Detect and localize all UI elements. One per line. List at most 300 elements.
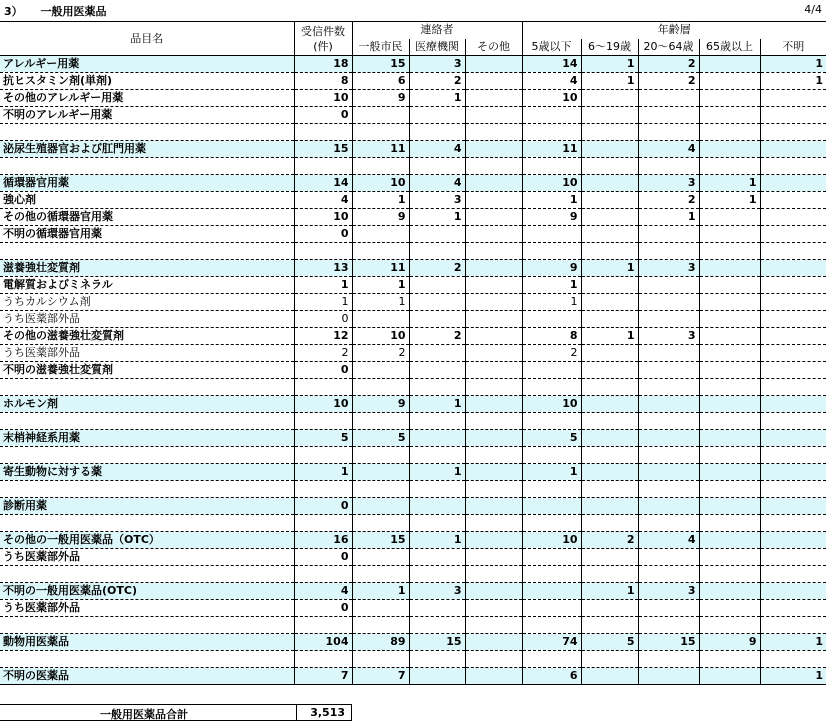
value-cell: [581, 430, 638, 447]
table-row: [0, 617, 826, 634]
table-row: [0, 379, 826, 396]
value-cell: [638, 396, 699, 413]
value-cell: [522, 226, 581, 243]
value-cell: 1: [699, 175, 760, 192]
value-cell: [409, 294, 465, 311]
value-cell: [522, 107, 581, 124]
value-cell: [465, 651, 522, 668]
value-cell: 9: [352, 90, 409, 107]
value-cell: [465, 464, 522, 481]
value-cell: 5: [352, 430, 409, 447]
value-cell: 10: [294, 396, 352, 413]
value-cell: 10: [352, 175, 409, 192]
value-cell: [581, 124, 638, 141]
value-cell: [522, 651, 581, 668]
value-cell: [465, 362, 522, 379]
value-cell: 18: [294, 56, 352, 73]
value-cell: [465, 413, 522, 430]
value-cell: 0: [294, 600, 352, 617]
value-cell: [465, 515, 522, 532]
value-cell: 1: [638, 209, 699, 226]
value-cell: 10: [522, 175, 581, 192]
value-cell: 2: [522, 345, 581, 362]
value-cell: [760, 124, 826, 141]
value-cell: 10: [522, 396, 581, 413]
row-label: [0, 515, 294, 532]
value-cell: [294, 566, 352, 583]
value-cell: 89: [352, 634, 409, 651]
value-cell: 74: [522, 634, 581, 651]
value-cell: 15: [352, 56, 409, 73]
value-cell: 5: [522, 430, 581, 447]
table-row: [0, 481, 826, 498]
table-row: [0, 668, 826, 685]
value-cell: 4: [294, 583, 352, 600]
value-cell: [581, 447, 638, 464]
value-cell: 2: [638, 73, 699, 90]
value-cell: [465, 600, 522, 617]
value-cell: 11: [522, 141, 581, 158]
table-row: [0, 447, 826, 464]
value-cell: 1: [409, 532, 465, 549]
value-cell: [409, 447, 465, 464]
row-label: うちカルシウム剤: [0, 294, 294, 311]
table-row: [0, 124, 826, 141]
value-cell: [699, 277, 760, 294]
value-cell: [352, 549, 409, 566]
value-cell: [699, 566, 760, 583]
value-cell: [760, 413, 826, 430]
value-cell: 13: [294, 260, 352, 277]
value-cell: 1: [760, 73, 826, 90]
value-cell: 4: [409, 175, 465, 192]
row-label: [0, 447, 294, 464]
value-cell: 10: [294, 90, 352, 107]
value-cell: [638, 668, 699, 685]
value-cell: [699, 328, 760, 345]
value-cell: [352, 413, 409, 430]
row-label: 滋養強壮変質剤: [0, 260, 294, 277]
value-cell: 2: [409, 260, 465, 277]
value-cell: [581, 481, 638, 498]
value-cell: [760, 515, 826, 532]
table-row: [0, 294, 826, 311]
row-label: [0, 481, 294, 498]
value-cell: [699, 56, 760, 73]
row-label: [0, 158, 294, 175]
value-cell: [465, 345, 522, 362]
value-cell: [581, 396, 638, 413]
value-cell: [352, 481, 409, 498]
value-cell: 3: [638, 328, 699, 345]
value-cell: 1: [294, 277, 352, 294]
value-cell: [760, 362, 826, 379]
value-cell: [294, 515, 352, 532]
value-cell: [581, 226, 638, 243]
value-cell: [638, 345, 699, 362]
value-cell: 2: [409, 73, 465, 90]
row-label: 泌尿生殖器官および肛門用薬: [0, 141, 294, 158]
value-cell: [522, 413, 581, 430]
value-cell: 10: [522, 90, 581, 107]
table-row: [0, 175, 826, 192]
value-cell: 3: [638, 583, 699, 600]
subcolumn-header: 医療機関: [409, 39, 465, 56]
table-row: [0, 226, 826, 243]
value-cell: 2: [409, 328, 465, 345]
value-cell: 3: [638, 260, 699, 277]
value-cell: [409, 124, 465, 141]
value-cell: [409, 481, 465, 498]
table-row: [0, 396, 826, 413]
value-cell: [638, 600, 699, 617]
value-cell: 11: [352, 141, 409, 158]
value-cell: [638, 243, 699, 260]
value-cell: [699, 447, 760, 464]
value-cell: [760, 379, 826, 396]
value-cell: 1: [409, 209, 465, 226]
table-row: [0, 311, 826, 328]
value-cell: [760, 277, 826, 294]
value-cell: 15: [352, 532, 409, 549]
value-cell: [581, 362, 638, 379]
value-cell: 1: [409, 90, 465, 107]
row-label: [0, 617, 294, 634]
value-cell: [638, 447, 699, 464]
value-cell: [699, 107, 760, 124]
value-cell: [465, 549, 522, 566]
value-cell: [638, 107, 699, 124]
value-cell: [638, 294, 699, 311]
value-cell: [699, 549, 760, 566]
value-cell: 4: [638, 141, 699, 158]
value-cell: 9: [352, 209, 409, 226]
value-cell: [465, 328, 522, 345]
value-cell: 1: [522, 294, 581, 311]
received-column-header: 受信件数 (件): [294, 22, 352, 56]
value-cell: [465, 396, 522, 413]
value-cell: [699, 515, 760, 532]
value-cell: [638, 566, 699, 583]
value-cell: [699, 413, 760, 430]
subcolumn-header: 20～64歳: [638, 39, 699, 56]
value-cell: [581, 379, 638, 396]
value-cell: [522, 481, 581, 498]
value-cell: 3: [409, 583, 465, 600]
value-cell: [465, 668, 522, 685]
value-cell: [522, 617, 581, 634]
subcolumn-header: 65歳以上: [699, 39, 760, 56]
value-cell: [352, 566, 409, 583]
value-cell: [760, 90, 826, 107]
value-cell: 0: [294, 226, 352, 243]
value-cell: 2: [294, 345, 352, 362]
value-cell: [522, 243, 581, 260]
value-cell: [699, 668, 760, 685]
value-cell: [352, 124, 409, 141]
value-cell: [409, 379, 465, 396]
value-cell: [465, 532, 522, 549]
value-cell: [581, 90, 638, 107]
value-cell: 12: [294, 328, 352, 345]
row-label: 寄生動物に対する薬: [0, 464, 294, 481]
value-cell: [294, 243, 352, 260]
value-cell: [760, 209, 826, 226]
value-cell: 1: [699, 192, 760, 209]
value-cell: [638, 549, 699, 566]
value-cell: [581, 311, 638, 328]
value-cell: [465, 56, 522, 73]
table-row: [0, 277, 826, 294]
value-cell: 7: [294, 668, 352, 685]
value-cell: [760, 192, 826, 209]
value-cell: [352, 226, 409, 243]
value-cell: [522, 549, 581, 566]
value-cell: [581, 175, 638, 192]
value-cell: [638, 617, 699, 634]
table-row: [0, 651, 826, 668]
value-cell: [699, 226, 760, 243]
value-cell: 9: [522, 209, 581, 226]
table-row: [0, 141, 826, 158]
value-cell: [760, 107, 826, 124]
value-cell: [465, 90, 522, 107]
value-cell: [409, 566, 465, 583]
value-cell: [699, 430, 760, 447]
value-cell: [352, 107, 409, 124]
value-cell: [638, 464, 699, 481]
value-cell: 16: [294, 532, 352, 549]
value-cell: [581, 277, 638, 294]
table-row: [0, 107, 826, 124]
value-cell: [409, 362, 465, 379]
value-cell: [352, 617, 409, 634]
table-row: [0, 260, 826, 277]
value-cell: 15: [294, 141, 352, 158]
table-row: [0, 549, 826, 566]
value-cell: 1: [294, 464, 352, 481]
value-cell: [699, 379, 760, 396]
value-cell: [760, 600, 826, 617]
value-cell: 1: [352, 277, 409, 294]
value-cell: [699, 209, 760, 226]
value-cell: [465, 158, 522, 175]
value-cell: [699, 583, 760, 600]
row-label: 不明の循環器官用薬: [0, 226, 294, 243]
value-cell: [465, 124, 522, 141]
contact-group-header: 連絡者: [352, 22, 522, 39]
value-cell: [699, 158, 760, 175]
value-cell: [409, 617, 465, 634]
table-row: [0, 600, 826, 617]
value-cell: [581, 209, 638, 226]
value-cell: [409, 226, 465, 243]
value-cell: [409, 651, 465, 668]
value-cell: 0: [294, 549, 352, 566]
item-column-header: 品目名: [0, 22, 294, 56]
value-cell: 1: [522, 464, 581, 481]
value-cell: [638, 277, 699, 294]
value-cell: 10: [352, 328, 409, 345]
value-cell: 1: [581, 328, 638, 345]
value-cell: [760, 481, 826, 498]
value-cell: 1: [409, 464, 465, 481]
row-label: [0, 124, 294, 141]
table-row: [0, 328, 826, 345]
table-row: [0, 158, 826, 175]
page-number: 4/4: [804, 3, 822, 16]
table-row: [0, 209, 826, 226]
value-cell: [760, 158, 826, 175]
value-cell: [699, 396, 760, 413]
value-cell: 1: [522, 277, 581, 294]
value-cell: [581, 515, 638, 532]
value-cell: [465, 277, 522, 294]
value-cell: [352, 600, 409, 617]
value-cell: [699, 464, 760, 481]
row-label: その他のアレルギー用薬: [0, 90, 294, 107]
value-cell: [699, 481, 760, 498]
value-cell: 0: [294, 311, 352, 328]
grand-total-divider: [296, 705, 297, 720]
value-cell: [638, 430, 699, 447]
value-cell: 15: [409, 634, 465, 651]
page-title: [4, 3, 107, 19]
value-cell: [581, 345, 638, 362]
value-cell: [352, 651, 409, 668]
table-row: [0, 90, 826, 107]
value-cell: [522, 515, 581, 532]
value-cell: [760, 651, 826, 668]
value-cell: [699, 73, 760, 90]
row-label: 末梢神経系用薬: [0, 430, 294, 447]
value-cell: 1: [581, 73, 638, 90]
value-cell: [699, 532, 760, 549]
value-cell: [352, 379, 409, 396]
table-row: [0, 362, 826, 379]
value-cell: [352, 158, 409, 175]
value-cell: 4: [409, 141, 465, 158]
value-cell: [465, 379, 522, 396]
section-title: 一般用医薬品: [40, 5, 107, 18]
value-cell: [760, 430, 826, 447]
value-cell: [352, 362, 409, 379]
value-cell: [760, 566, 826, 583]
row-label: 強心剤: [0, 192, 294, 209]
value-cell: 2: [638, 192, 699, 209]
value-cell: 1: [760, 56, 826, 73]
value-cell: [638, 481, 699, 498]
value-cell: [581, 294, 638, 311]
value-cell: [465, 583, 522, 600]
value-cell: [638, 413, 699, 430]
value-cell: [294, 158, 352, 175]
value-cell: 14: [294, 175, 352, 192]
row-label: 不明のアレルギー用薬: [0, 107, 294, 124]
value-cell: [352, 243, 409, 260]
value-cell: [294, 651, 352, 668]
value-cell: [638, 158, 699, 175]
value-cell: 15: [638, 634, 699, 651]
value-cell: [522, 379, 581, 396]
value-cell: [294, 413, 352, 430]
value-cell: [760, 549, 826, 566]
value-cell: [581, 617, 638, 634]
row-label: その他の循環器官用薬: [0, 209, 294, 226]
grand-total-value: 3,513: [310, 706, 345, 719]
subcolumn-header: 6～19歳: [581, 39, 638, 56]
value-cell: [699, 362, 760, 379]
value-cell: 9: [522, 260, 581, 277]
value-cell: [581, 192, 638, 209]
row-label: ホルモン剤: [0, 396, 294, 413]
row-label: 不明の滋養強壮変質剤: [0, 362, 294, 379]
value-cell: 1: [581, 56, 638, 73]
value-cell: [638, 311, 699, 328]
value-cell: [699, 600, 760, 617]
row-label: 不明の医薬品: [0, 668, 294, 685]
value-cell: [760, 260, 826, 277]
table-row: [0, 192, 826, 209]
table-row: [0, 345, 826, 362]
value-cell: 0: [294, 498, 352, 515]
value-cell: [581, 107, 638, 124]
value-cell: 5: [581, 634, 638, 651]
value-cell: [522, 583, 581, 600]
value-cell: 3: [409, 192, 465, 209]
value-cell: [409, 549, 465, 566]
value-cell: 2: [352, 345, 409, 362]
table-row: [0, 583, 826, 600]
value-cell: [409, 430, 465, 447]
value-cell: 14: [522, 56, 581, 73]
value-cell: [638, 515, 699, 532]
value-cell: [465, 107, 522, 124]
value-cell: 1: [581, 583, 638, 600]
value-cell: 10: [522, 532, 581, 549]
value-cell: 104: [294, 634, 352, 651]
value-cell: 1: [352, 294, 409, 311]
table-row: [0, 243, 826, 260]
value-cell: [465, 634, 522, 651]
value-cell: [522, 498, 581, 515]
value-cell: 2: [581, 532, 638, 549]
value-cell: 4: [638, 532, 699, 549]
value-cell: 9: [699, 634, 760, 651]
value-cell: [465, 226, 522, 243]
row-label: [0, 413, 294, 430]
value-cell: [522, 600, 581, 617]
row-label: うち医薬部外品: [0, 345, 294, 362]
value-cell: [699, 345, 760, 362]
row-label: [0, 566, 294, 583]
value-cell: [760, 396, 826, 413]
table-row: [0, 498, 826, 515]
section-number: 3）: [4, 5, 23, 18]
row-label: うち医薬部外品: [0, 549, 294, 566]
value-cell: 1: [760, 668, 826, 685]
value-cell: [760, 532, 826, 549]
value-cell: [465, 294, 522, 311]
row-label: その他の一般用医薬品（OTC）: [0, 532, 294, 549]
value-cell: [638, 90, 699, 107]
value-cell: [409, 277, 465, 294]
value-cell: [465, 447, 522, 464]
table-row: [0, 73, 826, 90]
value-cell: [638, 379, 699, 396]
value-cell: [699, 651, 760, 668]
value-cell: 5: [294, 430, 352, 447]
